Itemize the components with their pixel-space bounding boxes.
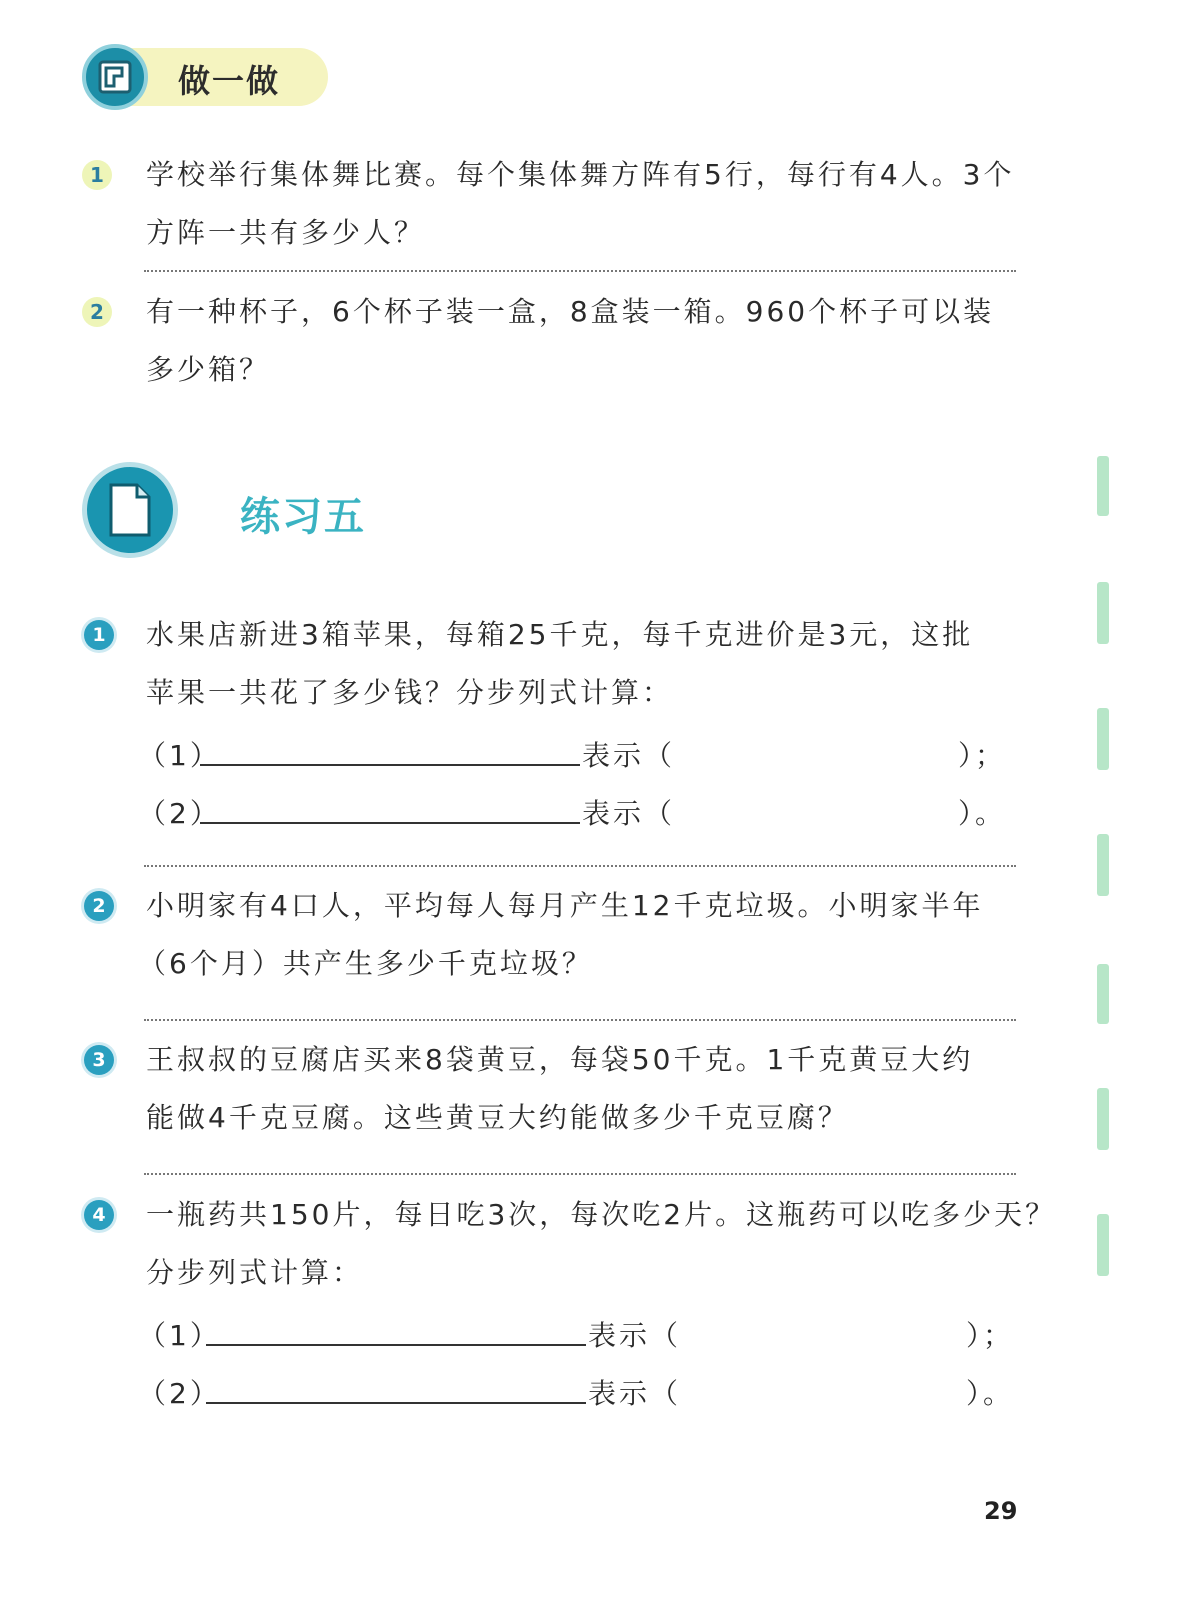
pencil-note-icon	[82, 44, 148, 110]
question-text: 学校举行集体舞比赛。每个集体舞方阵有5行，每行有4人。3个	[146, 158, 1015, 191]
answer-blank[interactable]	[200, 822, 580, 824]
answer-blank[interactable]	[206, 1344, 586, 1346]
exercise-number: 2	[84, 891, 114, 921]
edge-tab	[1097, 456, 1109, 516]
step-label: （1）	[138, 1319, 221, 1352]
divider	[144, 1019, 1016, 1021]
edge-tab	[1097, 1214, 1109, 1276]
divider	[144, 270, 1016, 272]
question-text: 一瓶药共150片，每日吃3次，每次吃2片。这瓶药可以吃多少天？	[146, 1198, 1057, 1231]
question-number: 2	[82, 297, 112, 327]
exercise-number: 4	[84, 1200, 114, 1230]
question-text: 能做4千克豆腐。这些黄豆大约能做多少千克豆腐？	[146, 1101, 849, 1134]
header-title: 做一做	[178, 62, 281, 100]
step-end: ）；	[958, 739, 1007, 772]
exercise-number: 1	[84, 620, 114, 650]
step-end: ）。	[966, 1377, 1015, 1410]
edge-tab	[1097, 708, 1109, 770]
step-label: （1）	[138, 739, 221, 772]
divider	[144, 1173, 1016, 1175]
page-number: 29	[984, 1497, 1018, 1525]
section-title: 练习五	[240, 494, 366, 540]
edge-tab	[1097, 1088, 1109, 1150]
question-text: 有一种杯子，6个杯子装一盒，8盒装一箱。960个杯子可以装	[146, 295, 995, 328]
edge-tab	[1097, 964, 1109, 1024]
step-word: 表示（	[582, 797, 676, 830]
step-end: ）；	[966, 1319, 1015, 1352]
step-word: 表示（	[588, 1377, 682, 1410]
edge-tab	[1097, 582, 1109, 644]
question-number: 1	[82, 160, 112, 190]
divider	[144, 865, 1016, 867]
answer-blank[interactable]	[206, 1402, 586, 1404]
step-word: 表示（	[582, 739, 676, 772]
step-label: （2）	[138, 797, 221, 830]
edge-tab	[1097, 834, 1109, 896]
question-text: 分步列式计算：	[146, 1256, 364, 1289]
question-text: （6个月）共产生多少千克垃圾？	[138, 947, 593, 980]
question-text: 多少箱？	[146, 353, 271, 386]
question-text: 方阵一共有多少人？	[146, 216, 426, 249]
question-text: 王叔叔的豆腐店买来8袋黄豆，每袋50千克。1千克黄豆大约	[146, 1043, 974, 1076]
document-icon	[82, 462, 178, 558]
step-word: 表示（	[588, 1319, 682, 1352]
answer-blank[interactable]	[200, 764, 580, 766]
exercise-number: 3	[84, 1045, 114, 1075]
question-text: 水果店新进3箱苹果，每箱25千克，每千克进价是3元，这批	[146, 618, 974, 651]
question-text: 苹果一共花了多少钱？分步列式计算：	[146, 676, 674, 709]
step-end: ）。	[958, 797, 1007, 830]
question-text: 小明家有4口人，平均每人每月产生12千克垃圾。小明家半年	[146, 889, 984, 922]
step-label: （2）	[138, 1377, 221, 1410]
